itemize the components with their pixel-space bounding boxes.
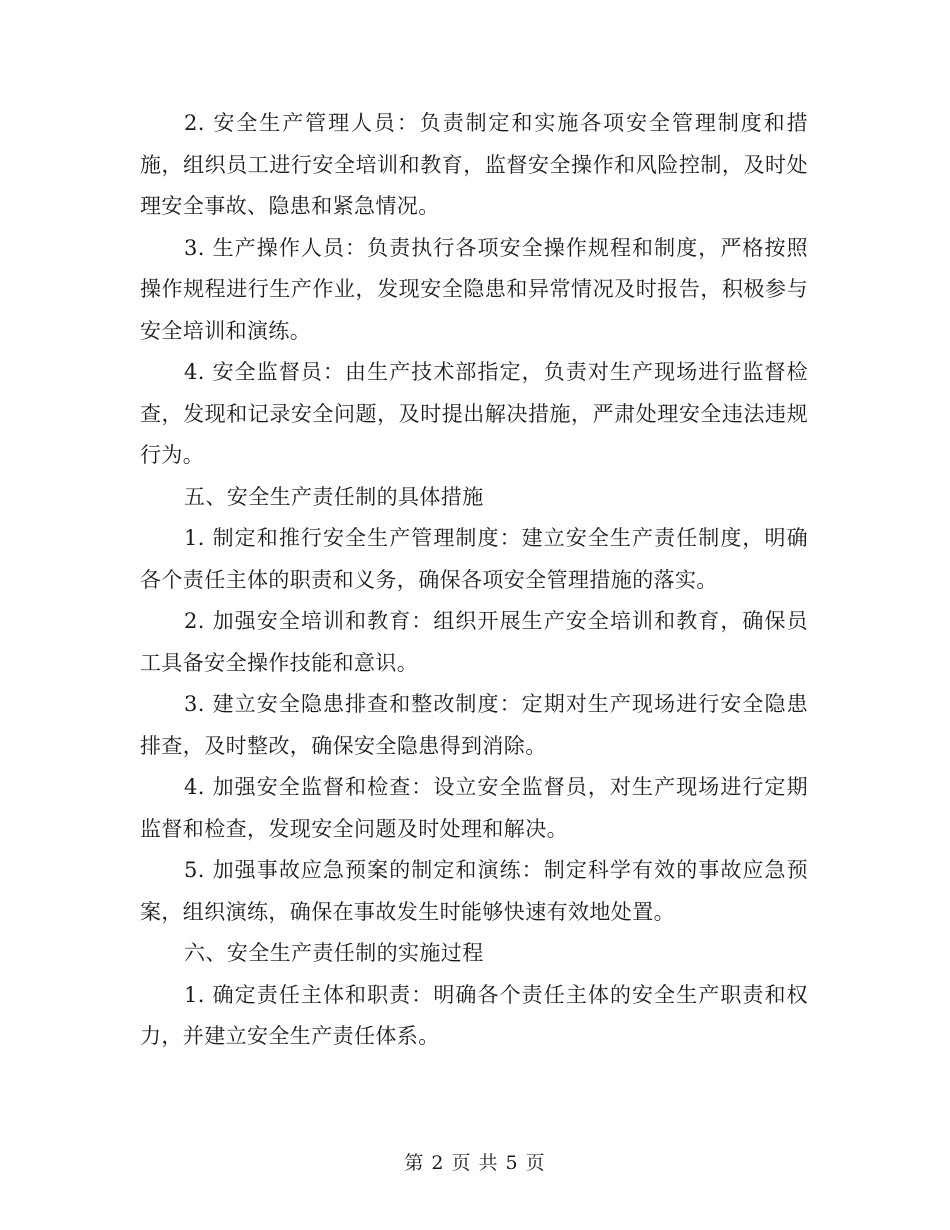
paragraph: 1. 确定责任主体和职责：明确各个责任主体的安全生产职责和权力，并建立安全生产责任体系。 <box>140 982 808 1048</box>
paragraph: 5. 加强事故应急预案的制定和演练：制定科学有效的事故应急预案，组织演练，确保在事故发生时能够快速有效地处置。 <box>140 858 808 924</box>
paragraph: 4. 加强安全监督和检查：设立安全监督员，对生产现场进行定期监督和检查，发现安全问题及时处理和解决。 <box>140 775 808 841</box>
paragraph: 1. 制定和推行安全生产管理制度：建立安全生产责任制度，明确各个责任主体的职责和义务，确保各项安全管理措施的落实。 <box>140 526 808 592</box>
paragraph: 4. 安全监督员：由生产技术部指定，负责对生产现场进行监督检查，发现和记录安全问题，及时提出解决措施，严肃处理安全违法违规行为。 <box>140 360 808 467</box>
section-heading: 五、安全生产责任制的具体措施 <box>184 484 484 509</box>
page-footer: 第 2 页 共 5 页 <box>404 1152 546 1174</box>
paragraph: 3. 建立安全隐患排查和整改制度：定期对生产现场进行安全隐患排查，及时整改，确保安全隐患得到消除。 <box>140 692 808 758</box>
paragraph: 2. 安全生产管理人员：负责制定和实施各项安全管理制度和措施，组织员工进行安全培训和教育，监督安全操作和风险控制，及时处理安全事故、隐患和紧急情况。 <box>140 111 808 218</box>
paragraph: 3. 生产操作人员：负责执行各项安全操作规程和制度，严格按照操作规程进行生产作业，发现安全隐患和异常情况及时报告，积极参与安全培训和演练。 <box>140 235 808 343</box>
section-heading: 六、安全生产责任制的实施过程 <box>184 941 484 965</box>
document-body <box>140 103 808 1058</box>
paragraph: 2. 加强安全培训和教育：组织开展生产安全培训和教育，确保员工具备安全操作技能和意识。 <box>140 609 808 675</box>
